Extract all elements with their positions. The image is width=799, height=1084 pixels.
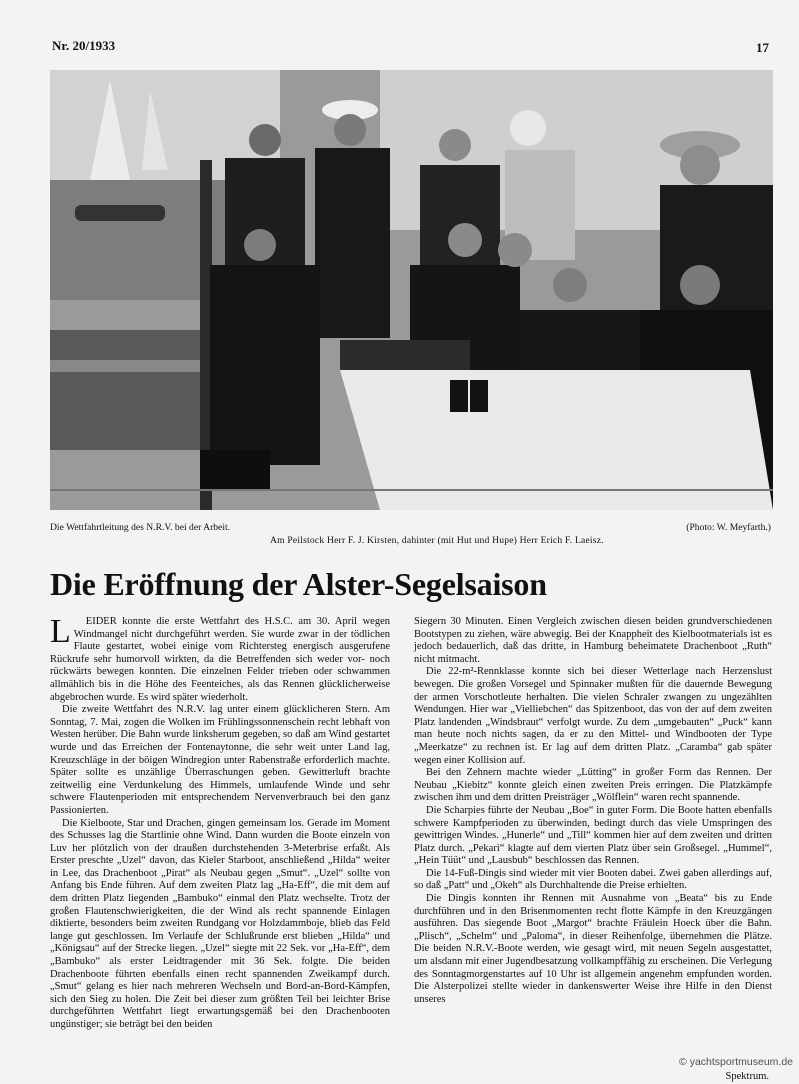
paragraph: Die Kielboote, Star und Drachen, gingen gemeinsam los. Gerade im Moment des Schusses lag die Startlinie ohne Wind. Dann wurden die Boote einzeln von Luv her plötzlich von der draußen durchstehenden 3-Meterbrise erfaßt. Als Erster preschte „Uzel“ davon, das Kieler Starboot, anschließend „Hilda“ weiter in Lee, das Drachenboot „Pirat“ als Neubau gegen „Smut“. „Uzel“ sollte von Anfang bis Ende führen. Auf dem zweiten Platz lag „Ha-Eff“, die mit dem auf dem dritten Platz liegenden „Bambuko“ einmal den Platz wechselte. Trotz der großen Flautenschwierigkeiten, die der Wind als recht spannende Einlagen diktierte, besonders beim zweiten Rundgang vor Holzdammboje, blieb das Feld lange gut geschlossen. Im Verlaufe der Schlußrunde erst blieben „Hilda“ und „Königsau“ auf der Strecke liegen. „Uzel“ siegte mit 22 Sek. vor „Ha-Eff“, dem „Bambuko“ als erster Leidtragender mit 36 Sek. folgte. Die beiden Drachenboote führten ebenfalls einen recht spannenden Zweikampf durch. „Smut“ gelang es hier nach mehreren Wechseln und Bord-an-Bord-Kämpfen, sich den Sieg zu holen. Die Zeit bei dieser zum größten Teil bei leichter Brise durchgeführten Wettfahrt liegt erwartungsgemäß bei den Drachenbooten ungünstiger; sie beträgt bei den beiden: [50, 817, 390, 1030]
photo-caption-title: Die Wettfahrtleitung des N.R.V. bei der Arbeit.: [50, 522, 231, 533]
paragraph: Die Dingis konnten ihr Rennen mit Ausnahme von „Beata“ bis zu Ende durchführen und in den Brisenmomenten recht flotte Kämpfe in den Kreuzgängen ausführen. Das siegende Boot „Margot“ brachte Fräulein Hoeck über die Bahn. „Plisch“, „Schelm“ und „Paloma“, in dieser Reihenfolge, übernehmen die Plätze. Die beiden N.R.V.-Boote werden, wie gesagt wird, mit neuen Segeln ausgestattet, um alsdann mit einer Jugendbesatzung vollkampffähig zu erscheinen. Die Verlegung des Sonntagmorgenstartes auf 10 Uhr ist allgemein angenehm empfunden worden. Die Alsterpolizei stellte wieder in dankenswerter Weise ihre Hilfe in den Dienst unseres: [414, 893, 772, 1005]
photo-caption-detail: Am Peilstock Herr F. J. Kirsten, dahinter (mit Hut und Hupe) Herr Erich F. Laeisz.: [270, 535, 604, 546]
article-headline: Die Eröffnung der Alster-Segelsaison: [50, 566, 547, 602]
photo-illustration: [50, 70, 773, 510]
regatta-committee-photo: [50, 70, 773, 510]
article-column-left: [50, 613, 390, 1032]
paragraph: Die zweite Wettfahrt des N.R.V. lag unter einem glücklicheren Stern. Am Sonntag, 7. Mai, zogen die Wolken im Frühlingssonnenschein recht lebhaft von Westen herüber. Die Bahn wurde linksherum gegeben, so daß am Wind gestartet wurde und das Erreichen der Fontenaytonne, die sehr weit unter Land lag, Kreuzschläge in der böigen Windregion unter Rabenstraße erforderlich machte. Später sollte es unzählige Überraschungen geben. Gewitterluft brachte zeitweilig eine Verdunkelung des Himmels, umlaufende Winde und sehr schwere Flautenperioden mit entsprechendem Nervenverbrauch bei den ganz Passionierten.: [50, 704, 390, 816]
signature-spektrum: Spektrum.: [725, 1071, 769, 1082]
page-header: [52, 38, 769, 58]
paragraph: [50, 613, 390, 704]
page-number: 17: [756, 40, 769, 55]
article-column-right: [414, 616, 772, 1006]
photo-credit: (Photo: W. Meyfarth.): [686, 522, 771, 533]
paragraph: Die 22-m²-Rennklasse konnte sich bei dieser Wetterlage nach Herzenslust bewegen. Die großen Vorsegel und Spinnaker mußten für die dauernde Bewegung der armen Vorschotleute herhalten. Die vielen Schraler zwangen zu ungezählten Wendungen. Hier war „Vielliebchen“ das Spitzenboot, das von der auf dem zweiten Platz landenden „Windsbraut“ verfolgt wurde. Zu dem „umgebauten“ „Puck“ kann man heute noch nichts sagen, da er zu den Mittel- und Windbooten der Type „Meerkatze“ zu rechnen ist. Er lag auf dem dritten Platz. „Caramba“ gab später wegen einer Kollision auf.: [414, 666, 772, 766]
paragraph: Bei den Zehnern machte wieder „Lütting“ in großer Form das Rennen. Der Neubau „Kiebitz“ konnte gleich einen zweiten Preis erringen. Die Platzkämpfe zwischen ihm und dem dritten Preisträger „Wölflein“ waren recht spannende.: [414, 767, 772, 804]
watermark: © yachtsportmuseum.de: [679, 1056, 793, 1068]
paragraph: Siegern 30 Minuten. Einen Vergleich zwischen diesen beiden grundverschiedenen Bootstypen zu ziehen, wäre abwegig. Bei der Knappheit des Kielbootmaterials ist es jedoch bedauerlich, daß das dritte, in Hamburg beheimatete Drachenboot „Ruth“ nicht mitmacht.: [414, 616, 772, 665]
drop-cap: L: [50, 613, 71, 650]
paragraph: Die Scharpies führte der Neubau „Boe“ in guter Form. Die Boote hatten ebenfalls schwere Kampfperioden zu überwinden, bedingt durch das viele Umspringen des gewittrigen Windes. „Hunerle“ und „Till“ kommen hier auf dem zweiten und dritten Platz durch. „Pekari“ klagte auf dem vierten Platz über sein Großsegel. „Hummel“, „Hein Tüüt“ und „Lausbub“ beschlossen das Rennen.: [414, 804, 772, 867]
paragraph: Die 14-Fuß-Dingis sind wieder mit vier Booten dabei. Zwei gaben allerdings auf, so daß „Patt“ und „Okeh“ als Durchhaltende die Preise erhielten.: [414, 867, 772, 892]
issue-number: Nr. 20/1933: [52, 38, 116, 53]
paragraph-text: EIDER konnte die erste Wettfahrt des H.S.C. am 30. April wegen Windmangel nicht durchgeführt werden. Sie wurde zwar in der tödlichen Flaute gestartet, wobei einige vom Richtersteg energisch ausgerufene Rückrufe sehr humorvoll wirkten, da die Betreffenden sich weder vor- noch rückwärts bewegen konnten. Die einzelnen Felder trieben oder schwammen allmählich bis in die Höhe des Feenteiches, als das Rennen glücklicherweise abgebrochen wurde. Es wird später wiederholt.: [50, 616, 390, 703]
